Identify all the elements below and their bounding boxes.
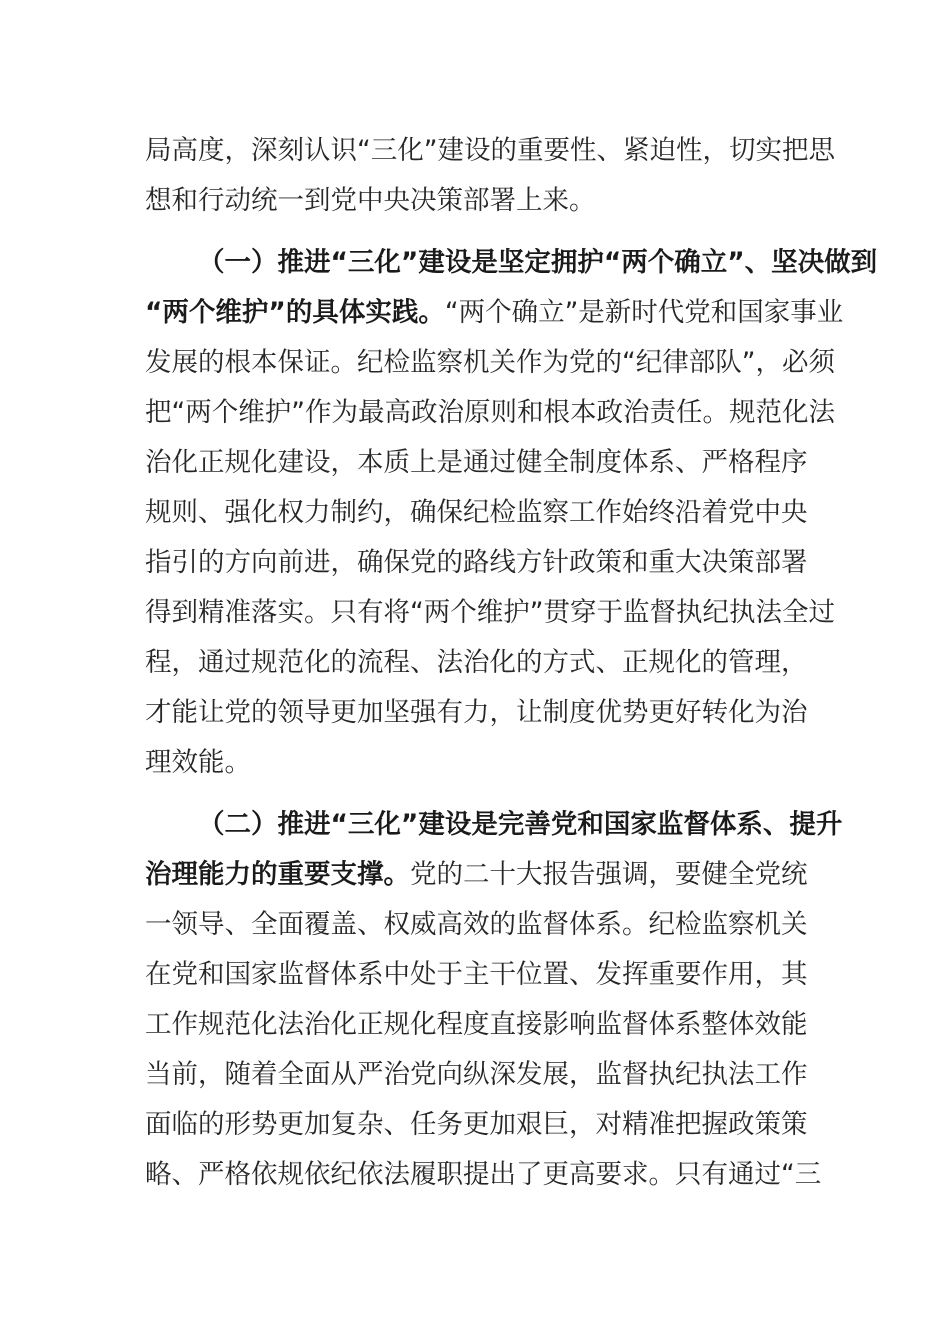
- text-line: 得到精准落实。只有将“两个维护”贯穿于监督执纪执法全过: [145, 597, 835, 628]
- text-line: 指引的方向前进，确保党的路线方针政策和重大决策部署: [145, 547, 808, 578]
- text-line: 理效能。: [145, 747, 251, 778]
- text-line: 程，通过规范化的流程、法治化的方式、正规化的管理，: [145, 647, 808, 678]
- text-line: 局高度，深刻认识“三化”建设的重要性、紧迫性，切实把思: [145, 135, 835, 166]
- text-line: 想和行动统一到党中央决策部署上来。: [145, 185, 596, 216]
- section-heading-line: （二）推进“三化”建设是完善党和国家监督体系、提升: [198, 809, 843, 840]
- text-line: “两个维护”的具体实践。“两个确立”是新时代党和国家事业: [145, 297, 844, 328]
- text-line: 规则、强化权力制约，确保纪检监察工作始终沿着党中央: [145, 497, 808, 528]
- text-line: 略、严格依规依纪依法履职提出了更高要求。只有通过“三: [145, 1159, 822, 1190]
- text-line: 面临的形势更加复杂、任务更加艰巨，对精准把握政策策: [145, 1109, 808, 1140]
- text-line: 才能让党的领导更加坚强有力，让制度优势更好转化为治: [145, 697, 808, 728]
- text-line: 一领导、全面覆盖、权威高效的监督体系。纪检监察机关: [145, 909, 808, 940]
- text-line: 治化正规化建设，本质上是通过健全制度体系、严格程序: [145, 447, 808, 478]
- section-heading-line: （一）推进“三化”建设是坚定拥护“两个确立”、坚决做到: [198, 247, 878, 278]
- text-line: 工作规范化法治化正规化程度直接影响监督体系整体效能: [145, 1009, 808, 1040]
- text-line: 把“两个维护”作为最高政治原则和根本政治责任。规范化法: [145, 397, 835, 428]
- text-line: 当前，随着全面从严治党向纵深发展，监督执纪执法工作: [145, 1059, 808, 1090]
- text-line: 发展的根本保证。纪检监察机关作为党的“纪律部队”，必须: [145, 347, 835, 378]
- text-line: 在党和国家监督体系中处于主干位置、发挥重要作用，其: [145, 959, 808, 990]
- paragraph-2: [145, 238, 878, 788]
- paragraph-3: [145, 800, 843, 1200]
- paragraph-1: [145, 126, 835, 226]
- text-line: 治理能力的重要支撑。党的二十大报告强调，要健全党统: [145, 859, 808, 890]
- document-body: [145, 126, 878, 1200]
